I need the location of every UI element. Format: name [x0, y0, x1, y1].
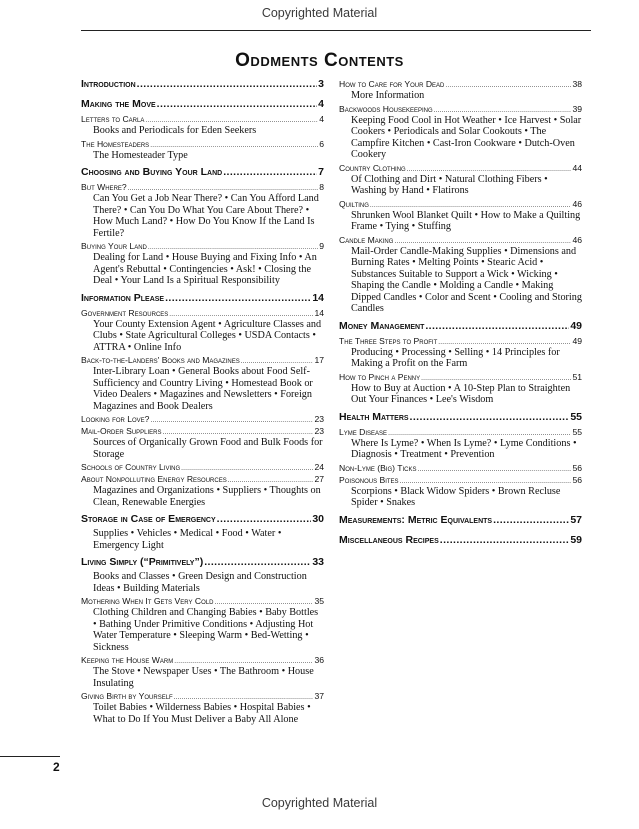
toc-section — [339, 411, 582, 426]
toc-entry-row — [339, 474, 582, 486]
toc-entry-description: Books and Periodicals for Eden Seekers — [93, 125, 257, 136]
toc-entry-title: Choosing and Buying Your Land — [81, 166, 223, 178]
toc-entry-row — [81, 307, 324, 319]
toc-entry-row — [339, 234, 582, 246]
toc-entry-title: Buying Your Land — [81, 241, 147, 251]
toc-page-number: 4 — [319, 114, 324, 124]
toc-subsection — [81, 473, 324, 508]
toc-section — [339, 534, 582, 549]
toc-subsection — [339, 234, 582, 315]
copyright-banner-bottom: Copyrighted Material — [261, 796, 378, 810]
toc-entry-description: Shrunken Wool Blanket Quilt • How to Make a Quilting Frame • Tying • Stuffing — [351, 209, 581, 232]
toc-entry-row — [81, 240, 324, 252]
toc-entry-title: But Where? — [81, 182, 127, 192]
toc-page-number: 49 — [570, 319, 582, 332]
toc-entry-title: Storage in Case of Emergency — [81, 513, 216, 525]
toc-entry-description: Dealing for Land • House Buying and Fixing Info • An Agent's Rebuttal • Contingencies • Ask! • Closing the Deal • Your Land Is a Spiritual Responsibility — [93, 252, 317, 286]
toc-entry-title: Keeping the House Warm — [81, 655, 174, 665]
toc-page-number: 35 — [314, 596, 324, 606]
toc-entry-row — [339, 103, 582, 115]
toc-page-number: 36 — [314, 655, 324, 665]
dot-leader — [493, 514, 569, 526]
toc-subsection — [339, 162, 582, 197]
toc-entry-row — [339, 320, 582, 335]
toc-entry-row — [81, 461, 324, 473]
toc-section — [81, 166, 324, 181]
toc-entry-description: Can You Get a Job Near There? • Can You Afford Land There? • Can You Do What You Care About There? • How Much Land? • How Do You Know If the Land Is Fertile? — [93, 193, 319, 239]
toc-entry-title: Measurements: Metric Equivalents — [339, 513, 493, 526]
toc-entry-description: How to Buy at Auction • A 10-Step Plan to Straighten Out Your Finances • Lee's Wisdom — [351, 382, 571, 405]
toc-subsection — [81, 240, 324, 287]
toc-entry-description: Scorpions • Black Widow Spiders • Brown Recluse Spider • Snakes — [351, 485, 561, 508]
dot-leader — [165, 292, 311, 304]
toc-subsection — [339, 371, 582, 406]
toc-section — [81, 78, 324, 93]
toc-subsection — [339, 426, 582, 461]
toc-entry-title: Money Management — [339, 319, 425, 332]
toc-entry-description: More Information — [351, 90, 425, 101]
toc-entry-title: Information Please — [81, 291, 165, 304]
toc-entry-description: The Stove • Newspaper Uses • The Bathroom • House Insulating — [93, 666, 314, 689]
toc-subsection — [81, 690, 324, 725]
dot-leader — [440, 534, 570, 546]
toc-section — [81, 556, 324, 594]
toc-entry-row — [81, 513, 324, 528]
toc-entry-row — [339, 78, 582, 90]
toc-entry-description: Clothing Children and Changing Babies • Baby Bottles • Bathing Under Primitive Conditions • Adjusting Hot Water Temperature • Sleeping Warm • Bed-Wetting • Sickness — [93, 607, 319, 653]
toc-subsection — [339, 103, 582, 161]
dot-leader — [418, 464, 572, 476]
dot-leader — [150, 415, 313, 427]
toc-subsection — [81, 307, 324, 354]
toc-entry-title: About Nonpolluting Energy Resources — [81, 474, 227, 484]
page-number: 2 — [53, 760, 60, 774]
dot-leader — [157, 98, 317, 110]
toc-entry-title: How to Pinch a Penny — [339, 371, 421, 382]
toc-subsection — [339, 198, 582, 233]
toc-page-number: 33 — [312, 556, 324, 568]
toc-entry-title: Government Resources — [81, 307, 169, 318]
toc-entry-description: Keeping Food Cool in Hot Weather • Ice Harvest • Solar Cookers • Periodicals and Solar Cookouts • The Campfire Kitchen • Cast-Iron Cookware • Dutch-Oven Cookery — [351, 114, 582, 160]
toc-entry-title: Country Clothing — [339, 162, 406, 173]
toc-entry-title: The Three Steps to Profit — [339, 335, 438, 346]
toc-page-number: 30 — [312, 513, 324, 525]
toc-page-number: 8 — [319, 182, 324, 192]
toc-entry-row — [339, 162, 582, 174]
toc-entry-description: Magazines and Organizations • Suppliers • Thoughts on Clean, Renewable Energies — [93, 485, 321, 508]
toc-page-number: 56 — [572, 462, 582, 473]
toc-page-number: 14 — [312, 291, 324, 304]
toc-page-number: 24 — [314, 462, 324, 472]
toc-page-number: 38 — [572, 79, 582, 89]
toc-entry-title: The Homesteaders — [81, 138, 150, 149]
toc-entry-title: Giving Birth by Yourself — [81, 691, 173, 701]
copyright-banner-top: Copyrighted Material — [261, 6, 378, 20]
toc-page-number: 3 — [318, 78, 324, 90]
toc-entry-row — [81, 166, 324, 181]
toc-entry-row — [81, 413, 324, 425]
toc-page-number: 9 — [319, 241, 324, 251]
toc-entry-title: Making the Move — [81, 98, 156, 110]
toc-entry-title: Miscellaneous Recipes — [339, 533, 439, 546]
toc-entry-row — [81, 690, 324, 702]
toc-entry-description: The Homesteader Type — [93, 149, 188, 161]
toc-entry-row — [81, 98, 324, 113]
toc-entry-title: Mail-Order Suppliers — [81, 426, 162, 436]
toc-entry-description: Of Clothing and Dirt • Natural Clothing Fibers • Washing by Hand • Flatirons — [351, 173, 548, 196]
toc-page-number: 23 — [314, 414, 324, 424]
toc-entry-description: Toilet Babies • Wilderness Babies • Hospital Babies • What to Do If You Must Deliver a Baby All Alone — [93, 702, 311, 725]
toc-subsection — [339, 462, 582, 474]
dot-leader — [223, 166, 317, 178]
toc-entry-title: Living Simply (“Primitively”) — [81, 556, 204, 568]
toc-entry-description: Producing • Processing • Selling • 14 Principles for Making a Profit on the Farm — [351, 346, 560, 369]
toc-entry-row — [339, 514, 582, 529]
toc-entry-row — [81, 425, 324, 437]
toc-entry-row — [339, 198, 582, 210]
toc-section — [81, 513, 324, 551]
toc-page-number: 7 — [318, 166, 324, 178]
toc-section — [339, 514, 582, 529]
dot-leader — [445, 80, 571, 92]
footer-rule — [0, 756, 60, 757]
toc-entry-description: Mail-Order Candle-Making Supplies • Dimensions and Burning Rates • Melting Points • Stearic Acid • Substances Suitable to Support a Wick • Wicking • Shaping the Candle • Molding a Candle • Making Dipped Candles • Color and Scent • Cooling and Storing Candles — [351, 245, 582, 314]
toc-section — [339, 320, 582, 335]
toc-entry-row — [81, 78, 324, 93]
toc-page-number: 46 — [572, 198, 582, 209]
toc-subsection — [339, 335, 582, 370]
toc-entry-row — [339, 371, 582, 383]
toc-section — [81, 292, 324, 307]
toc-entry-row — [339, 426, 582, 438]
toc-subsection — [81, 138, 324, 162]
dot-leader — [217, 513, 312, 525]
toc-entry-title: Poisonous Bites — [339, 474, 399, 485]
toc-entry-title: Back-to-the-Landers' Books and Magazines — [81, 355, 240, 365]
toc-page-number: 56 — [572, 474, 582, 485]
toc-entry-description: Your County Extension Agent • Agriculture Classes and Clubs • State Agricultural Colleges • USDA Contacts • ATTRA • Online Info — [93, 318, 322, 353]
toc-entry-title: Health Matters — [339, 410, 409, 423]
dot-leader — [410, 411, 570, 423]
toc-entry-title: Mothering When It Gets Very Cold — [81, 596, 214, 606]
toc-subsection — [81, 354, 324, 412]
toc-entry-row — [81, 556, 324, 571]
toc-entry-description: Books and Classes • Green Design and Construction Ideas • Building Materials — [93, 571, 307, 594]
toc-page-number: 27 — [314, 474, 324, 484]
toc-section — [81, 98, 324, 113]
toc-page-number: 57 — [570, 513, 582, 526]
top-rule — [81, 30, 591, 31]
toc-page-number: 4 — [318, 98, 324, 110]
toc-subsection — [339, 474, 582, 509]
toc-page-number: 51 — [572, 371, 582, 382]
toc-entry-description: Supplies • Vehicles • Medical • Food • Water • Emergency Light — [93, 528, 282, 551]
toc-left-column — [81, 78, 324, 726]
toc-page-number: 17 — [314, 355, 324, 365]
toc-page-number: 14 — [314, 307, 324, 318]
toc-entry-title: Letters to Carla — [81, 114, 145, 124]
toc-entry-title: Schools of Country Living — [81, 462, 181, 472]
toc-entry-description: Where Is Lyme? • When Is Lyme? • Lyme Conditions • Diagnosis • Treatment • Prevention — [351, 437, 577, 460]
dot-leader — [204, 556, 311, 568]
toc-page-number: 23 — [314, 426, 324, 436]
toc-subsection — [81, 654, 324, 689]
toc-page-number: 55 — [570, 410, 582, 423]
toc-page-number: 37 — [314, 691, 324, 701]
toc-entry-row — [81, 138, 324, 150]
toc-entry-row — [81, 181, 324, 193]
toc-page-number: 49 — [572, 335, 582, 346]
toc-page-number: 44 — [572, 162, 582, 173]
toc-page-number: 6 — [319, 138, 324, 149]
toc-entry-title: Non-Lyme (Big) Ticks — [339, 462, 417, 473]
page-title: Oddments Contents — [235, 50, 404, 71]
toc-entry-title: How to Care for Your Dead — [339, 79, 445, 89]
toc-subsection — [339, 78, 582, 102]
toc-entry-title: Looking for Love? — [81, 414, 150, 424]
toc-entry-row — [81, 654, 324, 666]
toc-page-number: 46 — [572, 234, 582, 245]
toc-entry-description: Inter-Library Loan • General Books about Food Self-Sufficiency and Country Living • Homestead Book or Video Dealers • Magazines and Newsletters • Foreign Magazines and Book Dealers — [93, 366, 313, 412]
toc-subsection — [81, 461, 324, 473]
toc-entry-description: Sources of Organically Grown Food and Bulk Foods for Storage — [93, 437, 323, 460]
toc-entry-row — [339, 335, 582, 347]
toc-page-number: 39 — [572, 103, 582, 114]
toc-page-number: 59 — [570, 533, 582, 546]
toc-subsection — [81, 113, 324, 137]
toc-entry-row — [81, 595, 324, 607]
toc-entry-row — [81, 473, 324, 485]
toc-subsection — [81, 181, 324, 239]
toc-entry-row — [339, 534, 582, 549]
toc-page-number: 55 — [572, 426, 582, 437]
toc-subsection — [81, 595, 324, 653]
toc-entry-title: Candle Making — [339, 234, 394, 245]
dot-leader — [425, 320, 569, 332]
toc-entry-row — [339, 411, 582, 426]
toc-entry-row — [81, 292, 324, 307]
toc-entry-title: Quilting — [339, 198, 369, 209]
dot-leader — [137, 78, 318, 90]
toc-entry-title: Backwoods Housekeeping — [339, 103, 433, 114]
toc-entry-title: Lyme Disease — [339, 426, 388, 437]
toc-entry-row — [339, 462, 582, 474]
toc-right-column — [339, 78, 582, 549]
toc-entry-row — [81, 113, 324, 125]
toc-subsection — [81, 425, 324, 460]
toc-entry-row — [81, 354, 324, 366]
toc-subsection — [81, 413, 324, 425]
toc-entry-title: Introduction — [81, 78, 136, 90]
